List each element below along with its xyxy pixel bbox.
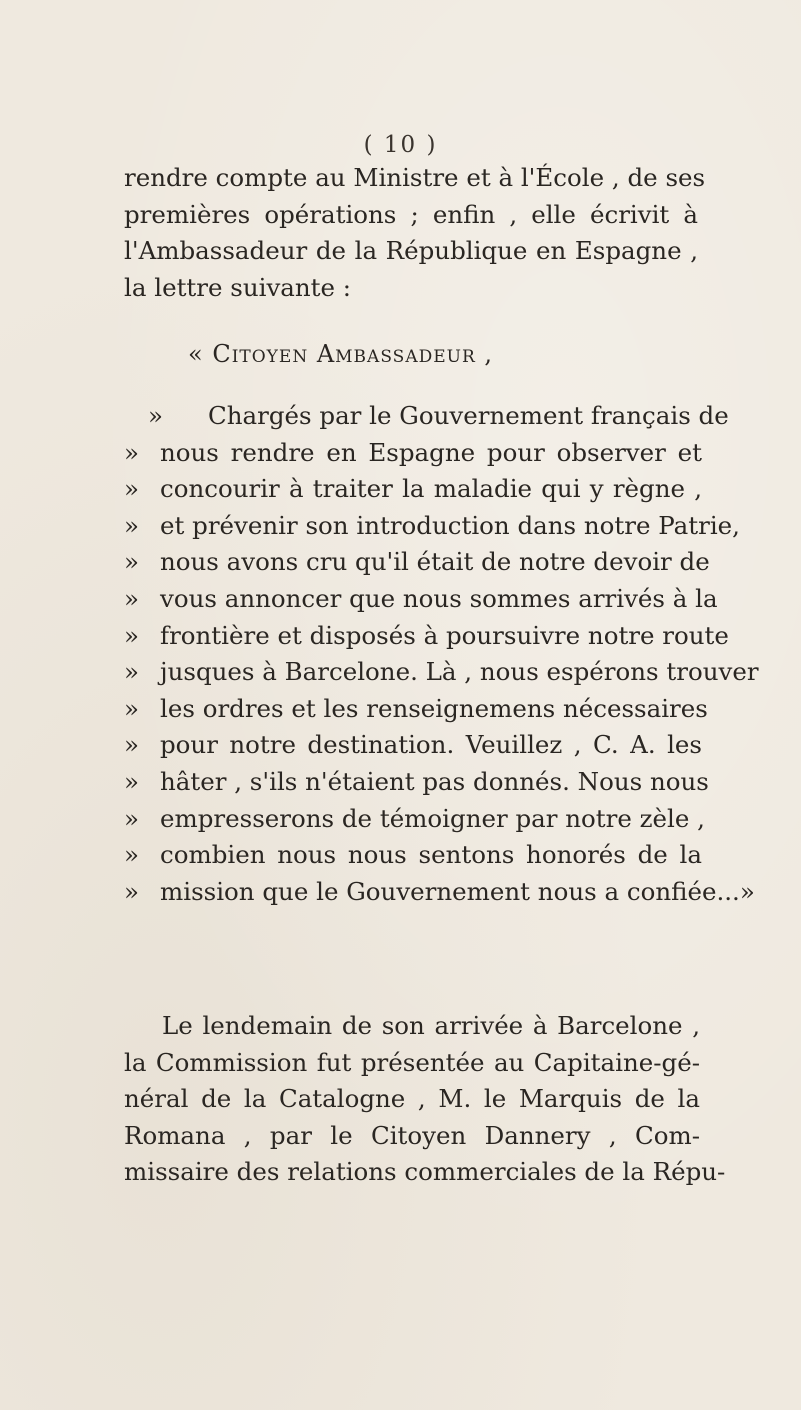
letter-line <box>124 727 702 764</box>
closing-line: missaire des relations commerciales de la Répu- <box>124 1157 726 1186</box>
letter-quote-mark: » <box>124 620 139 650</box>
letter-quote-mark: » <box>148 401 163 430</box>
letter-line <box>124 471 702 508</box>
letter-quote-mark: » <box>124 547 139 577</box>
letter-line-text: et prévenir son introduction dans notre Patrie, <box>160 510 740 540</box>
letter-line <box>124 398 729 435</box>
salutation-open-quote: « <box>188 340 204 368</box>
letter-line-text: hâter , s'ils n'étaient pas donnés. Nous nous <box>160 766 709 796</box>
letter-quote-mark: » <box>124 437 139 467</box>
intro-line: rendre compte au Ministre et à l'École , de ses <box>124 163 706 192</box>
intro-line: la lettre suivante : <box>124 272 352 302</box>
letter-quote-mark: » <box>124 510 139 540</box>
letter-quote-mark: » <box>124 474 139 504</box>
letter-line-text: mission que le Gouvernement nous a confiée...» <box>160 876 755 906</box>
closing-line: Romana , par le Citoyen Dannery , Com- <box>124 1120 700 1150</box>
letter-line <box>124 654 759 691</box>
letter-quote-mark: » <box>124 693 139 723</box>
letter-line-text: Chargés par le Gouvernement français de <box>208 401 729 430</box>
letter-quote-mark: » <box>124 876 139 906</box>
letter-line-text: frontière et disposés à poursuivre notre route <box>160 620 729 650</box>
letter-line-text: les ordres et les renseignemens nécessaires <box>160 693 708 723</box>
letter-body <box>124 398 759 910</box>
salutation-text: Citoyen Ambassadeur , <box>212 340 494 368</box>
letter-line-text: pour notre destination. Veuillez , C. A. les <box>160 730 702 760</box>
letter-line <box>124 837 702 874</box>
page-number: ( 10 ) <box>363 132 438 158</box>
closing-line: néral de la Catalogne , M. le Marquis de la <box>124 1084 700 1113</box>
letter-quote-mark: » <box>124 840 139 870</box>
letter-quote-mark: » <box>124 730 139 760</box>
letter-line-text: combien nous nous sentons honorés de la <box>160 840 702 870</box>
intro-paragraph <box>124 160 706 306</box>
intro-line: premières opérations ; enfin , elle écrivit à <box>124 199 698 229</box>
closing-line: la Commission fut présentée au Capitaine-gé- <box>124 1047 700 1077</box>
letter-line <box>124 764 709 801</box>
letter-line <box>124 508 740 545</box>
letter-line <box>124 581 718 618</box>
letter-quote-mark: » <box>124 583 139 613</box>
letter-line <box>124 801 705 838</box>
letter-line <box>124 874 755 911</box>
closing-line: Le lendemain de son arrivée à Barcelone , <box>162 1011 700 1040</box>
letter-line <box>124 435 702 472</box>
letter-line <box>124 544 710 581</box>
letter-quote-mark: » <box>124 657 139 687</box>
letter-line <box>124 691 708 728</box>
letter-line-text: empresserons de témoigner par notre zèle , <box>160 803 705 833</box>
letter-line-text: vous annoncer que nous sommes arrivés à la <box>160 583 718 613</box>
letter-line-text: nous avons cru qu'il était de notre devoir de <box>160 547 710 577</box>
letter-line <box>124 618 729 655</box>
letter-line-text: concourir à traiter la maladie qui y règne , <box>160 474 702 504</box>
letter-line-text: jusques à Barcelone. Là , nous espérons trouver <box>160 657 759 687</box>
letter-quote-mark: » <box>124 803 139 833</box>
letter-line-text: nous rendre en Espagne pour observer et <box>160 437 702 467</box>
closing-paragraph <box>124 1008 726 1191</box>
intro-line: l'Ambassadeur de la République en Espagne , <box>124 236 698 265</box>
letter-salutation <box>188 340 493 368</box>
letter-quote-mark: » <box>124 766 139 796</box>
